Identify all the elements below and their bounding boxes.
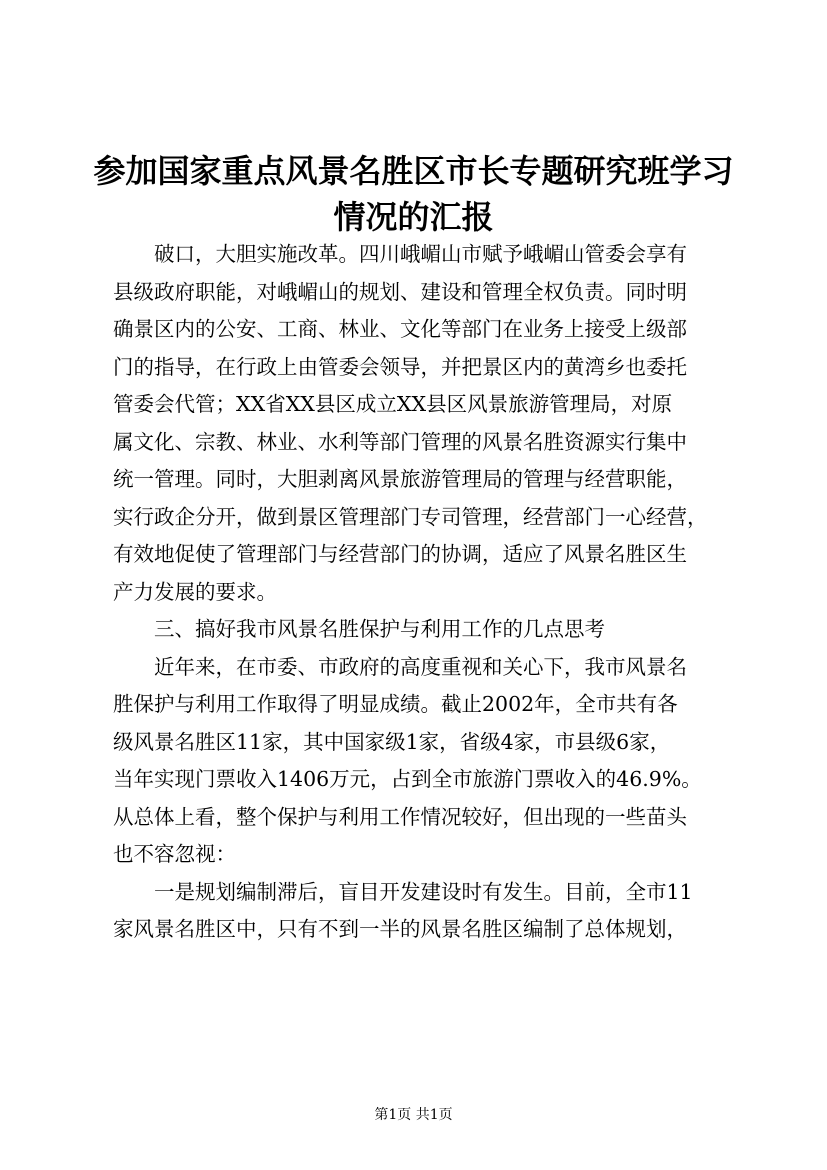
text-line: 县级政府职能，对峨嵋山的规划、建设和管理全权负责。同时明 — [113, 279, 687, 304]
paragraph — [113, 874, 738, 949]
paragraph — [113, 236, 738, 611]
text-line: 确景区内的公安、工商、林业、文化等部门在业务上接受上级部 — [113, 317, 687, 341]
text-line: 家风景名胜区中，只有不到一半的风景名胜区编制了总体规划， — [113, 917, 687, 941]
text-line: 当年实现门票收入1406万元，占到全市旅游门票收入的46.9%。 — [113, 767, 702, 791]
text-line: 也不容忽视： — [113, 842, 236, 866]
paragraph — [113, 649, 738, 874]
title-line-1: 参加国家重点风景名胜区市长专题研究班学习 — [93, 152, 734, 190]
text-line: 三、搞好我市风景名胜保护与利用工作的几点思考 — [154, 617, 605, 641]
text-line: 有效地促使了管理部门与经营部门的协调，适应了风景名胜区生 — [113, 542, 687, 566]
text-line: 破口，大胆实施改革。四川峨嵋山市赋予峨嵋山管委会享有 — [154, 242, 687, 266]
text-line: 管委会代管；XX省XX县区成立XX县区风景旅游管理局，对原 — [113, 392, 673, 416]
text-line: 从总体上看，整个保护与利用工作情况较好，但出现的一些苗头 — [113, 804, 687, 829]
text-line: 胜保护与利用工作取得了明显成绩。截止2002年，全市共有各 — [113, 692, 678, 716]
text-line: 一是规划编制滞后，盲目开发建设时有发生。目前，全市11 — [154, 879, 693, 904]
text-line: 近年来，在市委、市政府的高度重视和关心下，我市风景名 — [154, 654, 687, 679]
text-line: 属文化、宗教、林业、水利等部门管理的风景名胜资源实行集中 — [113, 429, 687, 454]
page-footer: 第1页 共1页 — [374, 1107, 453, 1123]
document-body — [113, 236, 738, 949]
text-line: 级风景名胜区11家，其中国家级1家，省级4家，市县级6家， — [113, 729, 671, 754]
section-heading — [113, 611, 738, 649]
text-line: 门的指导，在行政上由管委会领导，并把景区内的黄湾乡也委托 — [113, 354, 687, 379]
text-line: 实行政企分开，做到景区管理部门专司管理，经营部门一心经营， — [113, 504, 708, 529]
document-title — [70, 148, 757, 240]
text-line: 产力发展的要求。 — [113, 579, 277, 604]
text-line: 统一管理。同时，大胆剥离风景旅游管理局的管理与经营职能， — [113, 467, 687, 491]
title-line-2: 情况的汇报 — [333, 198, 494, 236]
